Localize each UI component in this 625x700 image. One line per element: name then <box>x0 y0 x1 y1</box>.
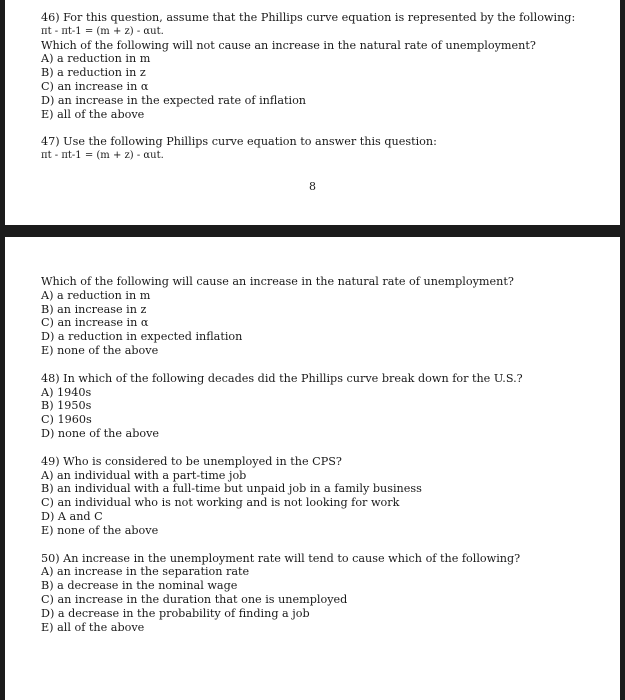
question-46 <box>41 11 610 121</box>
question-48-option-d: D) none of the above <box>41 426 160 440</box>
question-49-option-d: D) A and C <box>41 509 103 523</box>
document-page-top <box>5 0 620 225</box>
question-49-stem: 49) Who is considered to be unemployed in the CPS? <box>41 454 342 468</box>
question-50-stem: 50) An increase in the unemployment rate will tend to cause which of the following? <box>41 551 521 565</box>
question-47-option-a: A) a reduction in m <box>41 288 151 302</box>
question-49-option-a: A) an individual with a part-time job <box>41 468 247 482</box>
question-49-option-e: E) none of the above <box>41 523 159 537</box>
question-46-option-c: C) an increase in α <box>41 79 149 93</box>
question-48-option-a: A) 1940s <box>41 385 92 399</box>
question-49 <box>41 455 610 538</box>
question-49-option-c: C) an individual who is not working and is not looking for work <box>41 496 400 510</box>
question-50-option-a: A) an increase in the separation rate <box>41 565 250 579</box>
page-bottom-content <box>41 275 610 648</box>
question-46-option-a: A) a reduction in m <box>41 52 151 66</box>
question-47-option-d: D) a reduction in expected inflation <box>41 330 243 344</box>
question-48-option-b: B) 1950s <box>41 399 92 413</box>
question-46-option-d: D) an increase in the expected rate of inflation <box>41 93 307 107</box>
question-47-option-b: B) an increase in z <box>41 302 147 316</box>
question-47-prompt: Which of the following will cause an increase in the natural rate of unemployment? <box>41 275 514 288</box>
question-47-option-c: C) an increase in α <box>41 316 149 330</box>
question-50-option-d: D) a decrease in the probability of finding a job <box>41 606 310 620</box>
question-50-option-b: B) a decrease in the nominal wage <box>41 579 238 593</box>
question-46-prompt: Which of the following will not cause an increase in the natural rate of unemployment? <box>41 38 536 52</box>
question-50-option-e: E) all of the above <box>41 620 145 634</box>
question-48-option-c: C) 1960s <box>41 413 92 427</box>
question-50 <box>41 552 610 635</box>
question-47-formula: πt - πt-1 = (m + z) - αut. <box>41 150 164 162</box>
question-47-option-e: E) none of the above <box>41 343 159 357</box>
question-46-option-b: B) a reduction in z <box>41 66 146 80</box>
question-46-option-e: E) all of the above <box>41 107 145 121</box>
question-48 <box>41 372 610 441</box>
question-46-stem: 46) For this question, assume that the Phillips curve equation is represented by the following: <box>41 11 576 24</box>
question-49-option-b: B) an individual with a full-time but unpaid job in a family business <box>41 482 422 496</box>
page-top-content <box>41 11 610 177</box>
question-50-option-c: C) an increase in the duration that one is unemployed <box>41 592 348 606</box>
question-47-continued <box>41 275 610 358</box>
question-46-formula: πt - πt-1 = (m + z) - αut. <box>41 25 164 37</box>
question-47-stem: 47) Use the following Phillips curve equation to answer this question: <box>41 135 437 149</box>
question-48-stem: 48) In which of the following decades did the Phillips curve break down for the U.S.? <box>41 371 523 385</box>
question-47 <box>41 135 610 163</box>
document-page-bottom <box>5 237 620 700</box>
page-number: 8 <box>309 180 316 193</box>
